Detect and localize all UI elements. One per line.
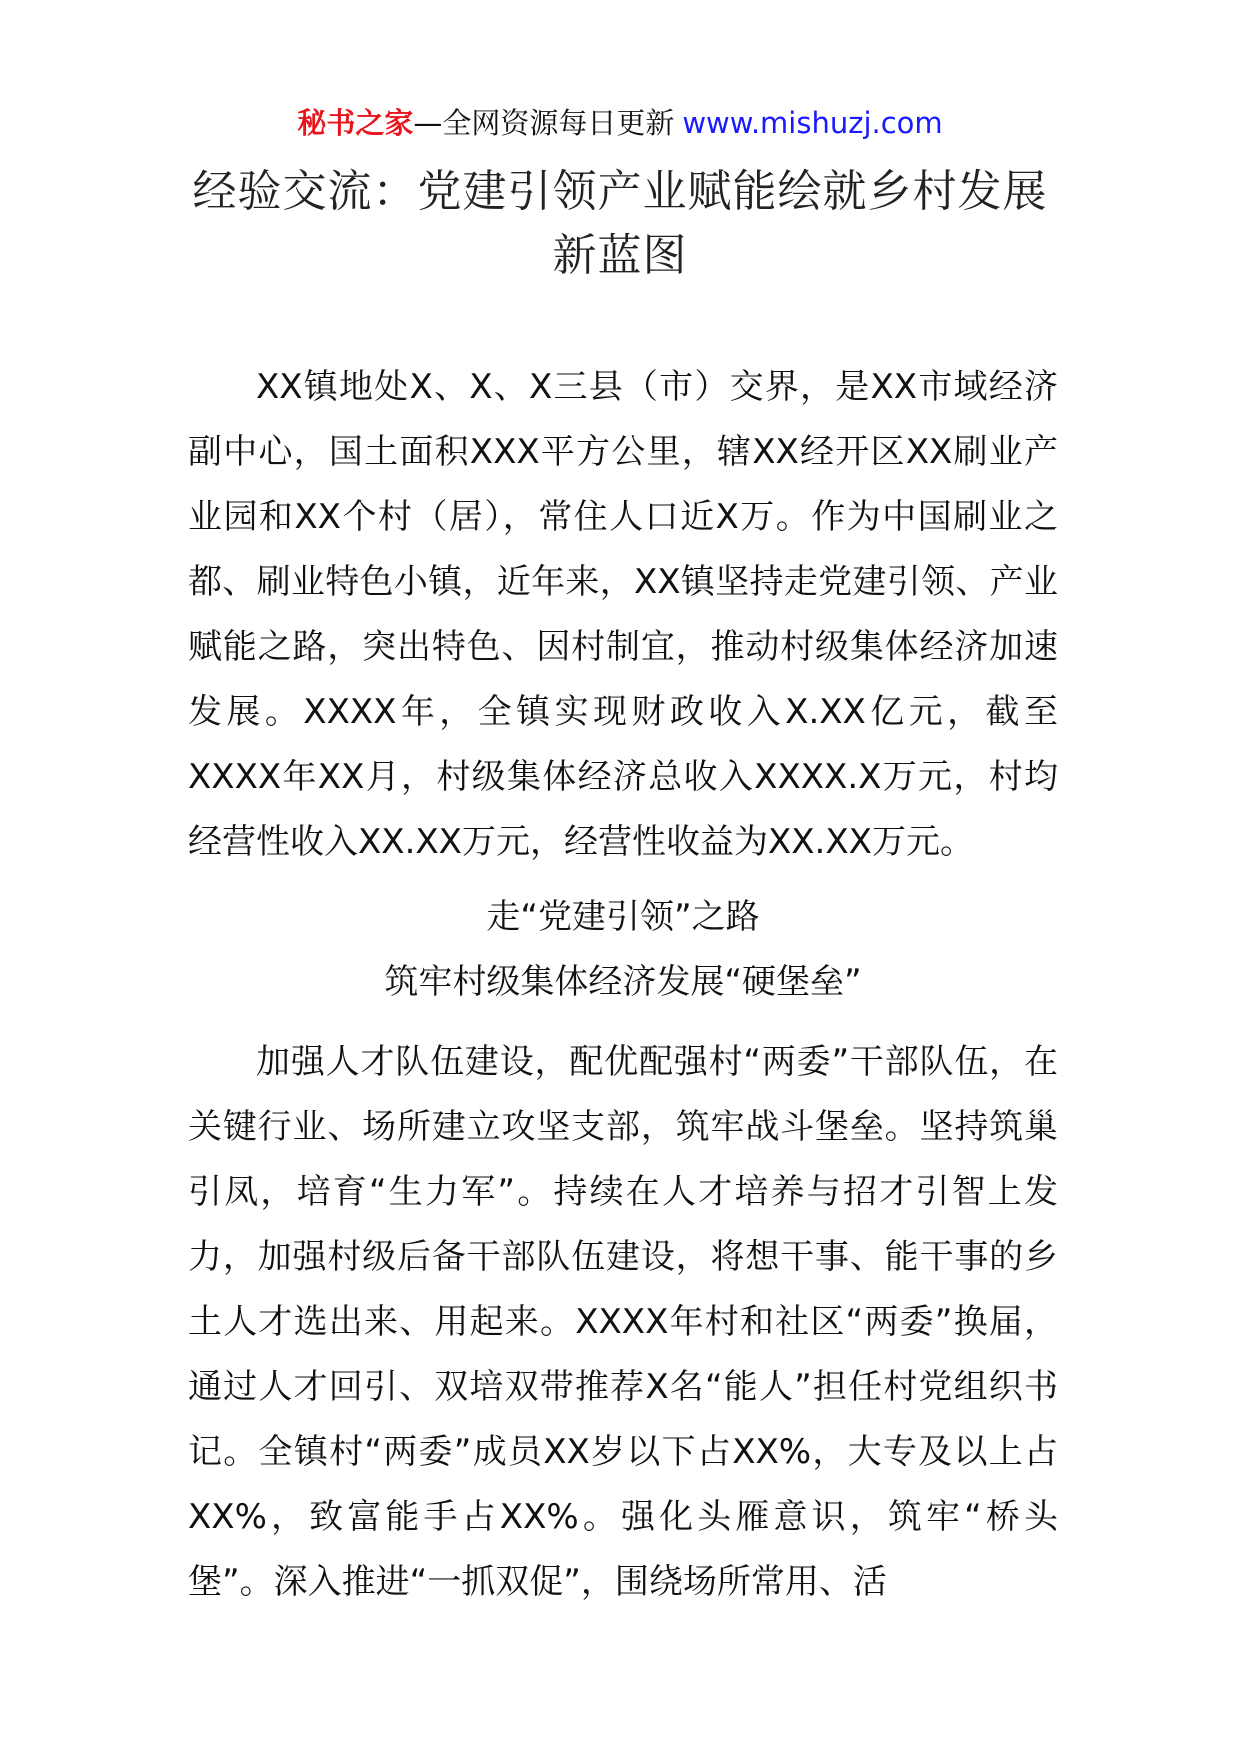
- document-title: 经验交流：党建引领产业赋能绘就乡村发展新蓝图: [192, 166, 1048, 281]
- body-paragraph: [188, 1030, 1058, 1615]
- header-tagline: —全网资源每日更新: [413, 106, 675, 140]
- site-header: [0, 103, 1240, 143]
- paragraph-text: 加强人才队伍建设，配优配强村“两委”干部队伍，在关键行业、场所建立攻坚支部，筑牢战斗堡垒。坚持筑巢引凤，培育“生力军”。持续在人才培养与招才引智上发力，加强村级后备干部队伍建设，将想干事、能干事的乡土人才选出来、用起来。XXXX年村和社区“两委”换届，通过人才回引、双培双带推荐X名“能人”担任村党组织书记。全镇村“两委”成员XX岁以下占XX%，大专及以上占XX%，致富能手占XX%。强化头雁意识，筑牢“桥头堡”。深入推进“一抓双促”，围绕场所常用、活: [188, 1042, 1058, 1602]
- site-url-link[interactable]: www.mishuzj.com: [682, 106, 943, 140]
- paragraph-text: XX镇地处X、X、X三县（市）交界，是XX市域经济副中心，国土面积XXX平方公里，辖XX经开区XX刷业产业园和XX个村（居），常住人口近X万。作为中国刷业之都、刷业特色小镇，近年来，XX镇坚持走党建引领、产业赋能之路，突出特色、因村制宜，推动村级集体经济加速发展。XXXX年，全镇实现财政收入X.XX亿元，截至XXXX年XX月，村级集体经济总收入XXXX.X万元，村均经营性收入XX.XX万元，经营性收益为XX.XX万元。: [188, 367, 1058, 862]
- body-paragraph: [188, 355, 1058, 875]
- section-subheading: 走“党建引领”之路: [486, 897, 760, 937]
- section-subheading-secondary: 筑牢村级集体经济发展“硬堡垒”: [384, 962, 862, 1002]
- brand-name: 秘书之家: [297, 106, 414, 140]
